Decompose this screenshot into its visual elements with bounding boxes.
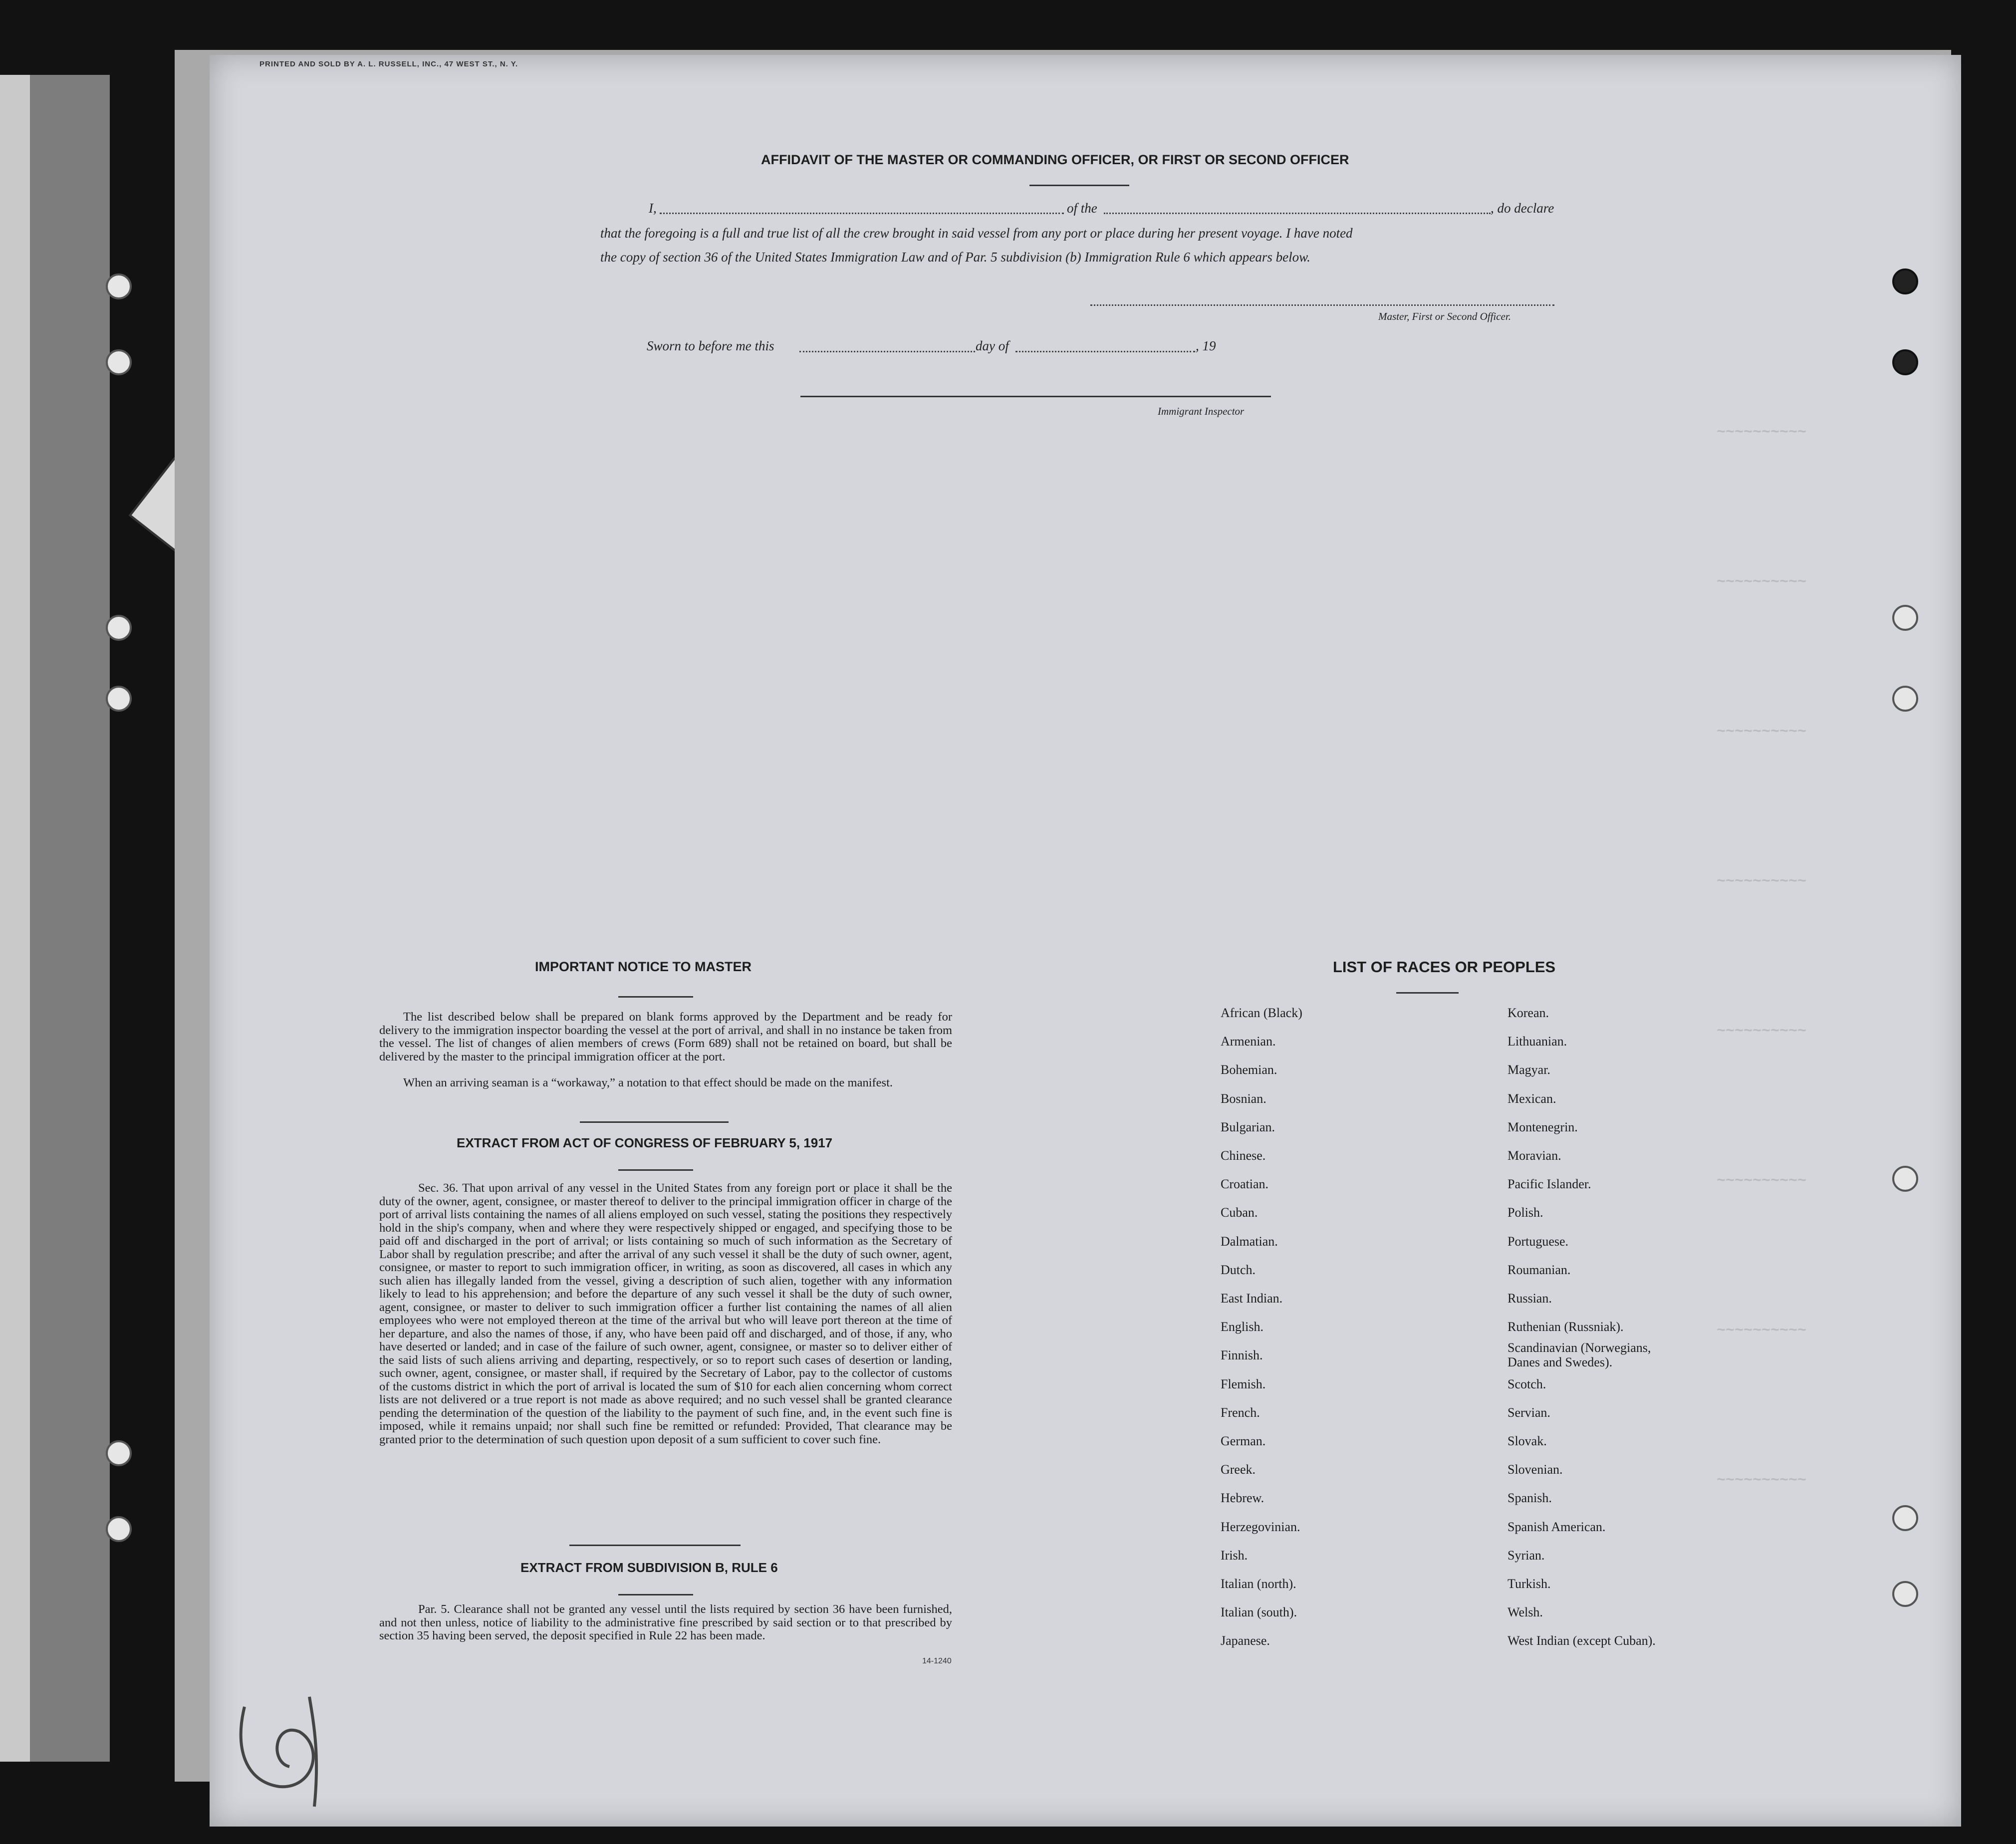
printer-imprint: PRINTED AND SOLD BY A. L. RUSSELL, INC., 47 WEST ST., N. Y.: [259, 60, 518, 68]
handwritten-mark-icon: [215, 1687, 344, 1812]
race-list-item: Slovenian.: [1508, 1462, 1563, 1477]
punch-hole: [106, 273, 132, 299]
race-list-item: Bulgarian.: [1221, 1119, 1275, 1134]
race-list-item: Welsh.: [1508, 1605, 1543, 1620]
divider: [1029, 185, 1129, 186]
race-list-item: Moravian.: [1508, 1148, 1561, 1163]
punch-hole: [1892, 686, 1918, 712]
notice-title: IMPORTANT NOTICE TO MASTER: [535, 959, 752, 974]
race-list-item: Lithuanian.: [1508, 1034, 1567, 1049]
sworn-label: Sworn to before me this: [647, 338, 774, 353]
race-list-item: Flemish.: [1221, 1376, 1266, 1391]
race-list-item: Dalmatian.: [1221, 1234, 1278, 1249]
race-list-item: Irish.: [1221, 1548, 1248, 1563]
race-list-item: Scotch.: [1508, 1376, 1546, 1391]
notice-paragraph-2: When an arriving seaman is a “workaway,” a notation to that effect should be made on the manifest.: [403, 1076, 893, 1089]
affiant-name-field[interactable]: [660, 213, 1064, 214]
divider: [618, 1594, 693, 1595]
race-list-item: Magyar.: [1508, 1062, 1550, 1077]
inspector-label: Immigrant Inspector: [1158, 405, 1245, 417]
day-of-label: day of: [976, 338, 1009, 353]
affidavit-title: AFFIDAVIT OF THE MASTER OR COMMANDING OFFICER, OR FIRST OR SECOND OFFICER: [761, 152, 1349, 167]
race-list-item: Servian.: [1508, 1405, 1550, 1420]
punch-hole: [1892, 1505, 1918, 1531]
of-the-label: of the: [1067, 201, 1097, 216]
race-list-item: Cuban.: [1221, 1205, 1258, 1220]
race-list-item: Polish.: [1508, 1205, 1543, 1220]
master-signature-label: Master, First or Second Officer.: [1378, 310, 1511, 322]
sworn-date-field[interactable]: [799, 351, 975, 352]
races-right-column: [1508, 999, 1677, 1655]
race-list-item: French.: [1221, 1405, 1260, 1420]
race-list-item: Chinese.: [1221, 1148, 1266, 1163]
affiant-label: I,: [649, 201, 657, 216]
race-list-item: Greek.: [1221, 1462, 1256, 1477]
race-list-item: Japanese.: [1221, 1633, 1270, 1648]
race-list-item: Croatian.: [1221, 1177, 1269, 1192]
race-list-item: West Indian (except Cuban).: [1508, 1633, 1656, 1648]
inspector-signature-field[interactable]: [800, 396, 1271, 397]
punch-hole: [1892, 605, 1918, 631]
act-extract-text: Sec. 36. That upon arrival of any vessel in the United States from any foreign port or place it shall be the duty of the owner, agent, consignee, or master thereof to deliver to the principal immigration officer in charge of the port of arrival lists containing the names of all aliens employed on such vessel, stating the positions they respectively hold in the ship's company, when and where they were respectively shipped or engaged, and specifying those to be paid off and discharged in the port of arrival; or lists containing so much of such information as the Secretary of Labor shall by regulation prescribe; and after the arrival of any such vessel it shall be the duty of such owner, agent, consignee, or master to report to such immigration officer, in writing, as soon as discovered, all cases in which any such alien has illegally landed from the vessel, giving a description of such alien, together with any information likely to lead to his apprehension; and before the departure of any such vessel it shall be the duty of such owner, agent, consignee, or master to deliver to such immigration officer a further list containing the names of all alien employees who were not employed thereon at the time of the arrival but who will leave port thereon at the time of her departure, and also the names of those, if any, who have been paid off and discharged, and of those, if any, who have deserted or landed; and in case of the failure of such owner, agent, consignee, or master so to deliver either of the said lists of such aliens arriving and departing, respectively, or so to report such cases of desertion or landing, such owner, agent, consignee, or master shall, if required by the Secretary of Labor, pay to the collector of customs of the customs district in which the port of arrival is located the sum of $10 for each alien concerning whom correct lists are not delivered or a true report is not made as above required; and no such vessel shall be granted clearance pending the determination of the question of the liability to the payment of such fine, and, in the event such fine is imposed, while it remains unpaid; nor shall such fine be remitted or refunded: Provided, That clearance may be granted prior to the determination of such question upon deposit of a sum sufficient to cover such fine.: [379, 1181, 952, 1446]
divider: [1396, 992, 1459, 994]
divider: [618, 1169, 693, 1171]
race-list-item: East Indian.: [1221, 1291, 1283, 1306]
affidavit-statement-line1: that the foregoing is a full and true list of all the crew brought in said vessel from any port or place during her present voyage. I have noted: [600, 226, 1353, 241]
race-list-item: Portuguese.: [1508, 1234, 1569, 1249]
race-list-item: Dutch.: [1221, 1262, 1256, 1277]
year-label: , 19: [1196, 338, 1216, 353]
punch-hole: [1892, 1166, 1918, 1192]
race-list-item: Hebrew.: [1221, 1491, 1264, 1506]
race-list-item: Pacific Islander.: [1508, 1177, 1591, 1192]
race-list-item: Armenian.: [1221, 1034, 1276, 1049]
rule-extract-text: Par. 5. Clearance shall not be granted any vessel until the lists required by section 36 have been furnished, and not then unless, notice of liability to the administrative fine prescribed by said section or to that prescribed by section 35 having been served, the deposit specified in Rule 22 has been made.: [379, 1602, 952, 1642]
race-list-item: African (Black): [1221, 1006, 1302, 1020]
master-signature-field[interactable]: [1090, 304, 1554, 306]
punch-hole: [106, 349, 132, 375]
punch-hole: [106, 615, 132, 641]
punch-hole: [1892, 1581, 1918, 1607]
race-list-item: Spanish American.: [1508, 1519, 1606, 1534]
race-list-item: Italian (south).: [1221, 1605, 1297, 1620]
sworn-month-field[interactable]: [1015, 351, 1195, 352]
punch-hole: [106, 686, 132, 712]
race-list-item: Bosnian.: [1221, 1091, 1266, 1106]
race-list-item: Spanish.: [1508, 1491, 1552, 1506]
race-list-item: English.: [1221, 1319, 1263, 1334]
race-list-item: Finnish.: [1221, 1348, 1263, 1363]
race-list-item: Roumanian.: [1508, 1262, 1571, 1277]
divider: [618, 996, 693, 998]
race-list-item: Slovak.: [1508, 1434, 1547, 1449]
vessel-name-field[interactable]: [1104, 213, 1491, 214]
affidavit-statement-line2: the copy of section 36 of the United States Immigration Law and of Par. 5 subdivision (b) Immigration Rule 6 which appears below.: [600, 250, 1310, 264]
binder-edge: [0, 75, 30, 1762]
race-list-item: Russian.: [1508, 1291, 1552, 1306]
race-list-item: Montenegrin.: [1508, 1119, 1578, 1134]
form-number: 14-1240: [922, 1657, 952, 1665]
race-list-item: Italian (north).: [1221, 1577, 1296, 1591]
do-declare-label: , do declare: [1491, 201, 1554, 216]
divider: [580, 1121, 729, 1123]
race-list-item: Ruthenian (Russniak).: [1508, 1319, 1624, 1334]
races-title: LIST OF RACES OR PEOPLES: [1333, 958, 1556, 976]
race-list-item: Bohemian.: [1221, 1062, 1277, 1077]
binder-strip: [30, 75, 110, 1762]
races-left-column: [1221, 999, 1302, 1655]
punch-hole: [1892, 268, 1918, 294]
punch-hole: [106, 1440, 132, 1466]
race-list-item: Mexican.: [1508, 1091, 1556, 1106]
punch-hole: [1892, 349, 1918, 375]
act-extract-title: EXTRACT FROM ACT OF CONGRESS OF FEBRUARY 5, 1917: [457, 1135, 833, 1150]
rule-extract-title: EXTRACT FROM SUBDIVISION B, RULE 6: [520, 1560, 778, 1575]
notice-paragraph-1: The list described below shall be prepared on blank forms approved by the Department and be ready for delivery to the immigration inspector boarding the vessel at the port of arrival, and shall in no instance be taken from the vessel. The list of changes of alien members of crews (Form 689) shall not be retained on board, but shall be delivered by the master to the principal immigration officer at the port.: [379, 1010, 952, 1063]
race-list-item: Scandinavian (Norwegians, Danes and Swedes).: [1508, 1340, 1651, 1370]
punch-hole: [106, 1516, 132, 1542]
race-list-item: Turkish.: [1508, 1577, 1551, 1591]
divider: [569, 1545, 741, 1546]
form-sheet: [210, 55, 1961, 1827]
race-list-item: Korean.: [1508, 1006, 1549, 1020]
race-list-item: German.: [1221, 1434, 1266, 1449]
race-list-item: Syrian.: [1508, 1548, 1545, 1563]
race-list-item: Herzegovinian.: [1221, 1519, 1300, 1534]
